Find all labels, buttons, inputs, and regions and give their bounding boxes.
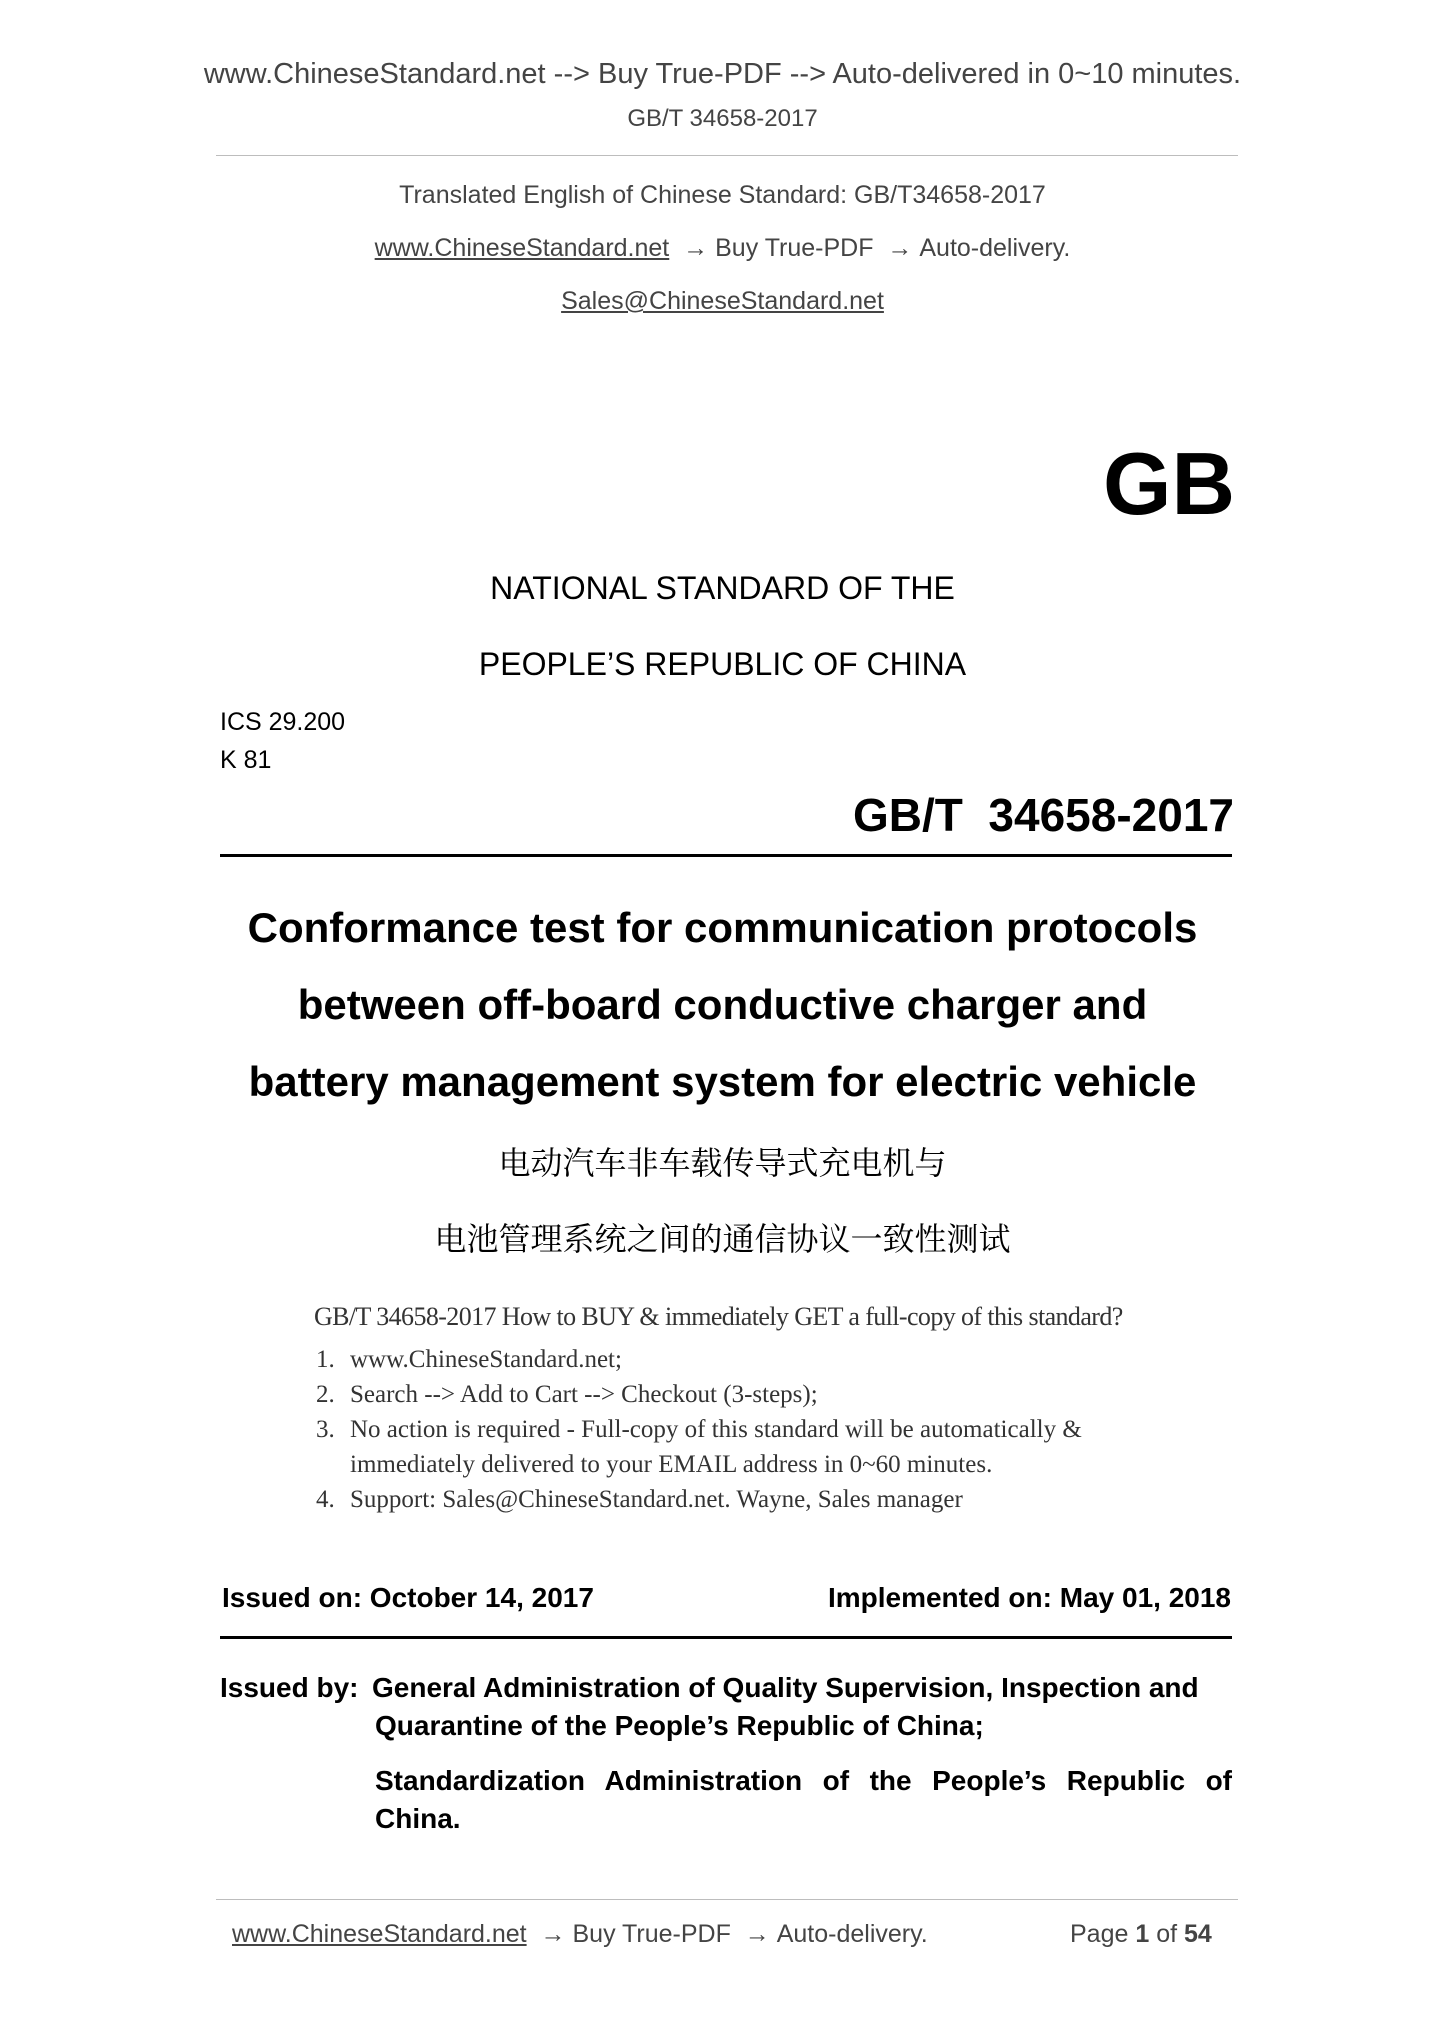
footer-divider — [216, 1899, 1238, 1900]
email-link[interactable]: Sales@ChineseStandard.net — [561, 287, 884, 315]
ics-code: ICS 29.200 — [220, 708, 346, 736]
title-line1: Conformance test for communication protocols — [247, 904, 1198, 951]
standard-number-rule — [220, 854, 1232, 857]
chinese-title-line1: 电动汽车非车载传导式充电机与 — [498, 1145, 947, 1181]
footer-delivery-text: Auto-delivery. — [776, 1920, 928, 1948]
issued-date: Issued on: October 14, 2017 — [222, 1582, 594, 1613]
page-indicator — [1070, 1920, 1212, 1949]
issuer-line1: General Administration of Quality Supervision, Inspection and — [372, 1672, 1199, 1703]
gb-logo: GB — [1103, 434, 1235, 533]
k-code: K 81 — [220, 746, 272, 774]
title-line2: between off-board conductive charger and — [297, 981, 1148, 1028]
translation-site-line — [0, 234, 1445, 263]
issuer-line4: China. — [375, 1803, 461, 1834]
chinese-title-line2: 电池管理系统之间的通信协议一致性测试 — [434, 1221, 1011, 1257]
page-label: Page — [1070, 1920, 1129, 1948]
step-number: 1. — [316, 1346, 335, 1373]
issuer-label: Issued by: — [220, 1672, 359, 1703]
buy-step — [316, 1346, 622, 1374]
page-of: of — [1156, 1920, 1178, 1948]
arrow-right-icon: → — [533, 1920, 573, 1948]
header-banner: www.ChineseStandard.net --> Buy True-PDF --> Auto-delivered in 0~10 minutes. — [203, 58, 1242, 90]
footer-buy-text: Buy True-PDF — [572, 1920, 731, 1948]
buy-heading: GB/T 34658-2017 How to BUY & immediately GET a full-copy of this standard? — [314, 1302, 1123, 1331]
buy-step — [316, 1381, 818, 1409]
issuer-line3: Standardization Administration of the People’s Republic of — [375, 1765, 1232, 1796]
auto-delivery-text: Auto-delivery. — [919, 234, 1071, 262]
standard-number: GB/T 34658-2017 — [852, 789, 1234, 841]
step-text[interactable]: Support: Sales@ChineseStandard.net. Wayne, Sales manager — [350, 1486, 963, 1513]
step-text: Search --> Add to Cart --> Checkout (3-steps); — [350, 1381, 818, 1408]
step-text: immediately delivered to your EMAIL address in 0~60 minutes. — [350, 1451, 993, 1478]
footer-site-line — [232, 1920, 928, 1949]
step-text: No action is required - Full-copy of this standard will be automatically & — [350, 1416, 1082, 1443]
step-number: 4. — [316, 1486, 335, 1513]
step-number: 3. — [316, 1416, 335, 1443]
national-standard-line1: NATIONAL STANDARD OF THE — [490, 570, 955, 606]
translation-line: Translated English of Chinese Standard: GB/T34658-2017 — [399, 181, 1046, 209]
title-line3: battery management system for electric vehicle — [248, 1058, 1197, 1105]
implemented-date: Implemented on: May 01, 2018 — [827, 1582, 1231, 1613]
step-number: 2. — [316, 1381, 335, 1408]
email-line — [0, 287, 1445, 316]
footer-site-link[interactable]: www.ChineseStandard.net — [232, 1920, 527, 1948]
buy-step-continuation — [316, 1451, 992, 1479]
page-total: 54 — [1184, 1920, 1212, 1948]
arrow-right-icon: → — [880, 234, 920, 262]
header-code: GB/T 34658-2017 — [627, 105, 818, 132]
buy-step — [316, 1416, 1082, 1444]
buy-step — [316, 1486, 963, 1514]
buy-true-pdf-text: Buy True-PDF — [715, 234, 874, 262]
page-number: 1 — [1135, 1920, 1150, 1948]
arrow-right-icon: → — [737, 1920, 777, 1948]
arrow-right-icon: → — [676, 234, 716, 262]
site-link[interactable]: www.ChineseStandard.net — [374, 234, 670, 262]
header-divider — [216, 155, 1238, 156]
dates-rule — [220, 1636, 1232, 1639]
national-standard-line2: PEOPLE’S REPUBLIC OF CHINA — [478, 646, 967, 682]
step-text[interactable]: www.ChineseStandard.net; — [350, 1346, 622, 1373]
issuer-line2: Quarantine of the People’s Republic of China; — [375, 1710, 984, 1741]
